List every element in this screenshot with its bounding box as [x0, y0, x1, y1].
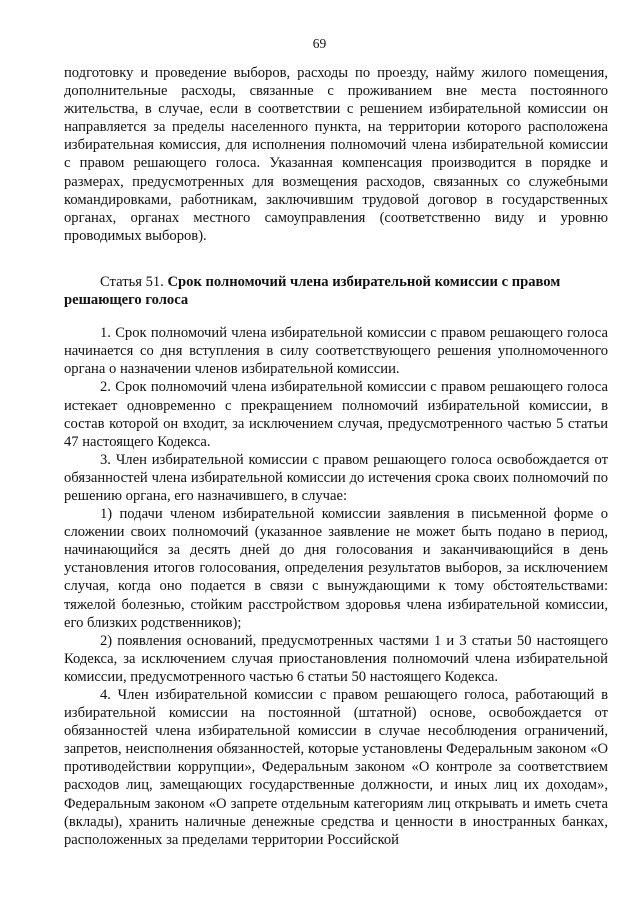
article-heading — [64, 273, 608, 309]
paragraph-3-item-1: 1) подачи членом избирательной комиссии заявления в письменной форме о сложении своих полномочий (указанное заявление не может быть подано в период, начинающийся за десять дней до дня голосования и заканчивающийся в день установления итогов голосования, определения результатов выборов, за исключением случая, когда оно подается в связи с вынуждающими к тому обстоятельствами: тяжелой болезнью, стойким расстройством здоровья члена избирательной комиссии, его близких родственников); — [64, 506, 608, 631]
intro-paragraph: подготовку и проведение выборов, расходы по проезду, найму жилого помещения, дополнительные расходы, связанные с проживанием вне места постоянного жительства, в случае, если в соответствии с решением избирательной комиссии он направляется за пределы населенного пункта, на территории которого расположена избирательная комиссия, для исполнения полномочий члена избирательной комиссии с правом решающего голоса. Указанная компенсация производится в порядке и размерах, предусмотренных для возмещения расходов, связанных со служебными командировками, работникам, заключившим трудовой договор в государственных органах, органах местного самоуправления (соответственно виду и уровню проводимых выборов). — [64, 65, 608, 244]
article-number: Статья 51. — [100, 273, 164, 290]
paragraph-2: 2. Срок полномочий члена избирательной комиссии с правом решающего голоса истекает одновременно с прекращением полномочий избирательной комиссии, в состав которой он входит, за исключением случая, предусмотренного частью 5 статьи 47 настоящего Кодекса. — [64, 379, 608, 450]
article-title: Срок полномочий члена избирательной комиссии с правом решающего голоса — [64, 273, 561, 309]
spacer — [64, 245, 608, 259]
page-content — [64, 64, 608, 849]
paragraph-4: 4. Член избирательной комиссии с правом решающего голоса, работающий в избирательной комиссии на постоянной (штатной) основе, освобождается от обязанностей члена избирательной комиссии в случае несоблюдения ограничений, запретов, неисполнения обязанностей, которые установлены Федеральным законом «О противодействии коррупции», Федеральным законом «О контроле за соответствием расходов лиц, замещающих государственные должности, и иных лиц их доходам», Федеральным законом «О запрете отдельным категориям лиц открывать и иметь счета (вклады), хранить наличные денежные средства и ценности в иностранных банках, расположенных за пределами территории Российской — [64, 687, 608, 848]
page-number: 69 — [312, 36, 327, 51]
paragraph-1: 1. Срок полномочий члена избирательной комиссии с правом решающего голоса начинается со дня вступления в силу соответствующего решения уполномоченного органа о назначении членов избирательной комиссии. — [64, 325, 608, 378]
paragraph-3-item-2: 2) появления оснований, предусмотренных частями 1 и 3 статьи 50 настоящего Кодекса, за исключением случая приостановления полномочий члена избирательной комиссии, предусмотренного частью 6 статьи 50 настоящего Кодекса. — [64, 632, 608, 685]
paragraph-3: 3. Член избирательной комиссии с правом решающего голоса освобождается от обязанностей члена избирательной комиссии до истечения срока своих полномочий по решению органа, его назначившего, в случае: — [64, 451, 608, 504]
